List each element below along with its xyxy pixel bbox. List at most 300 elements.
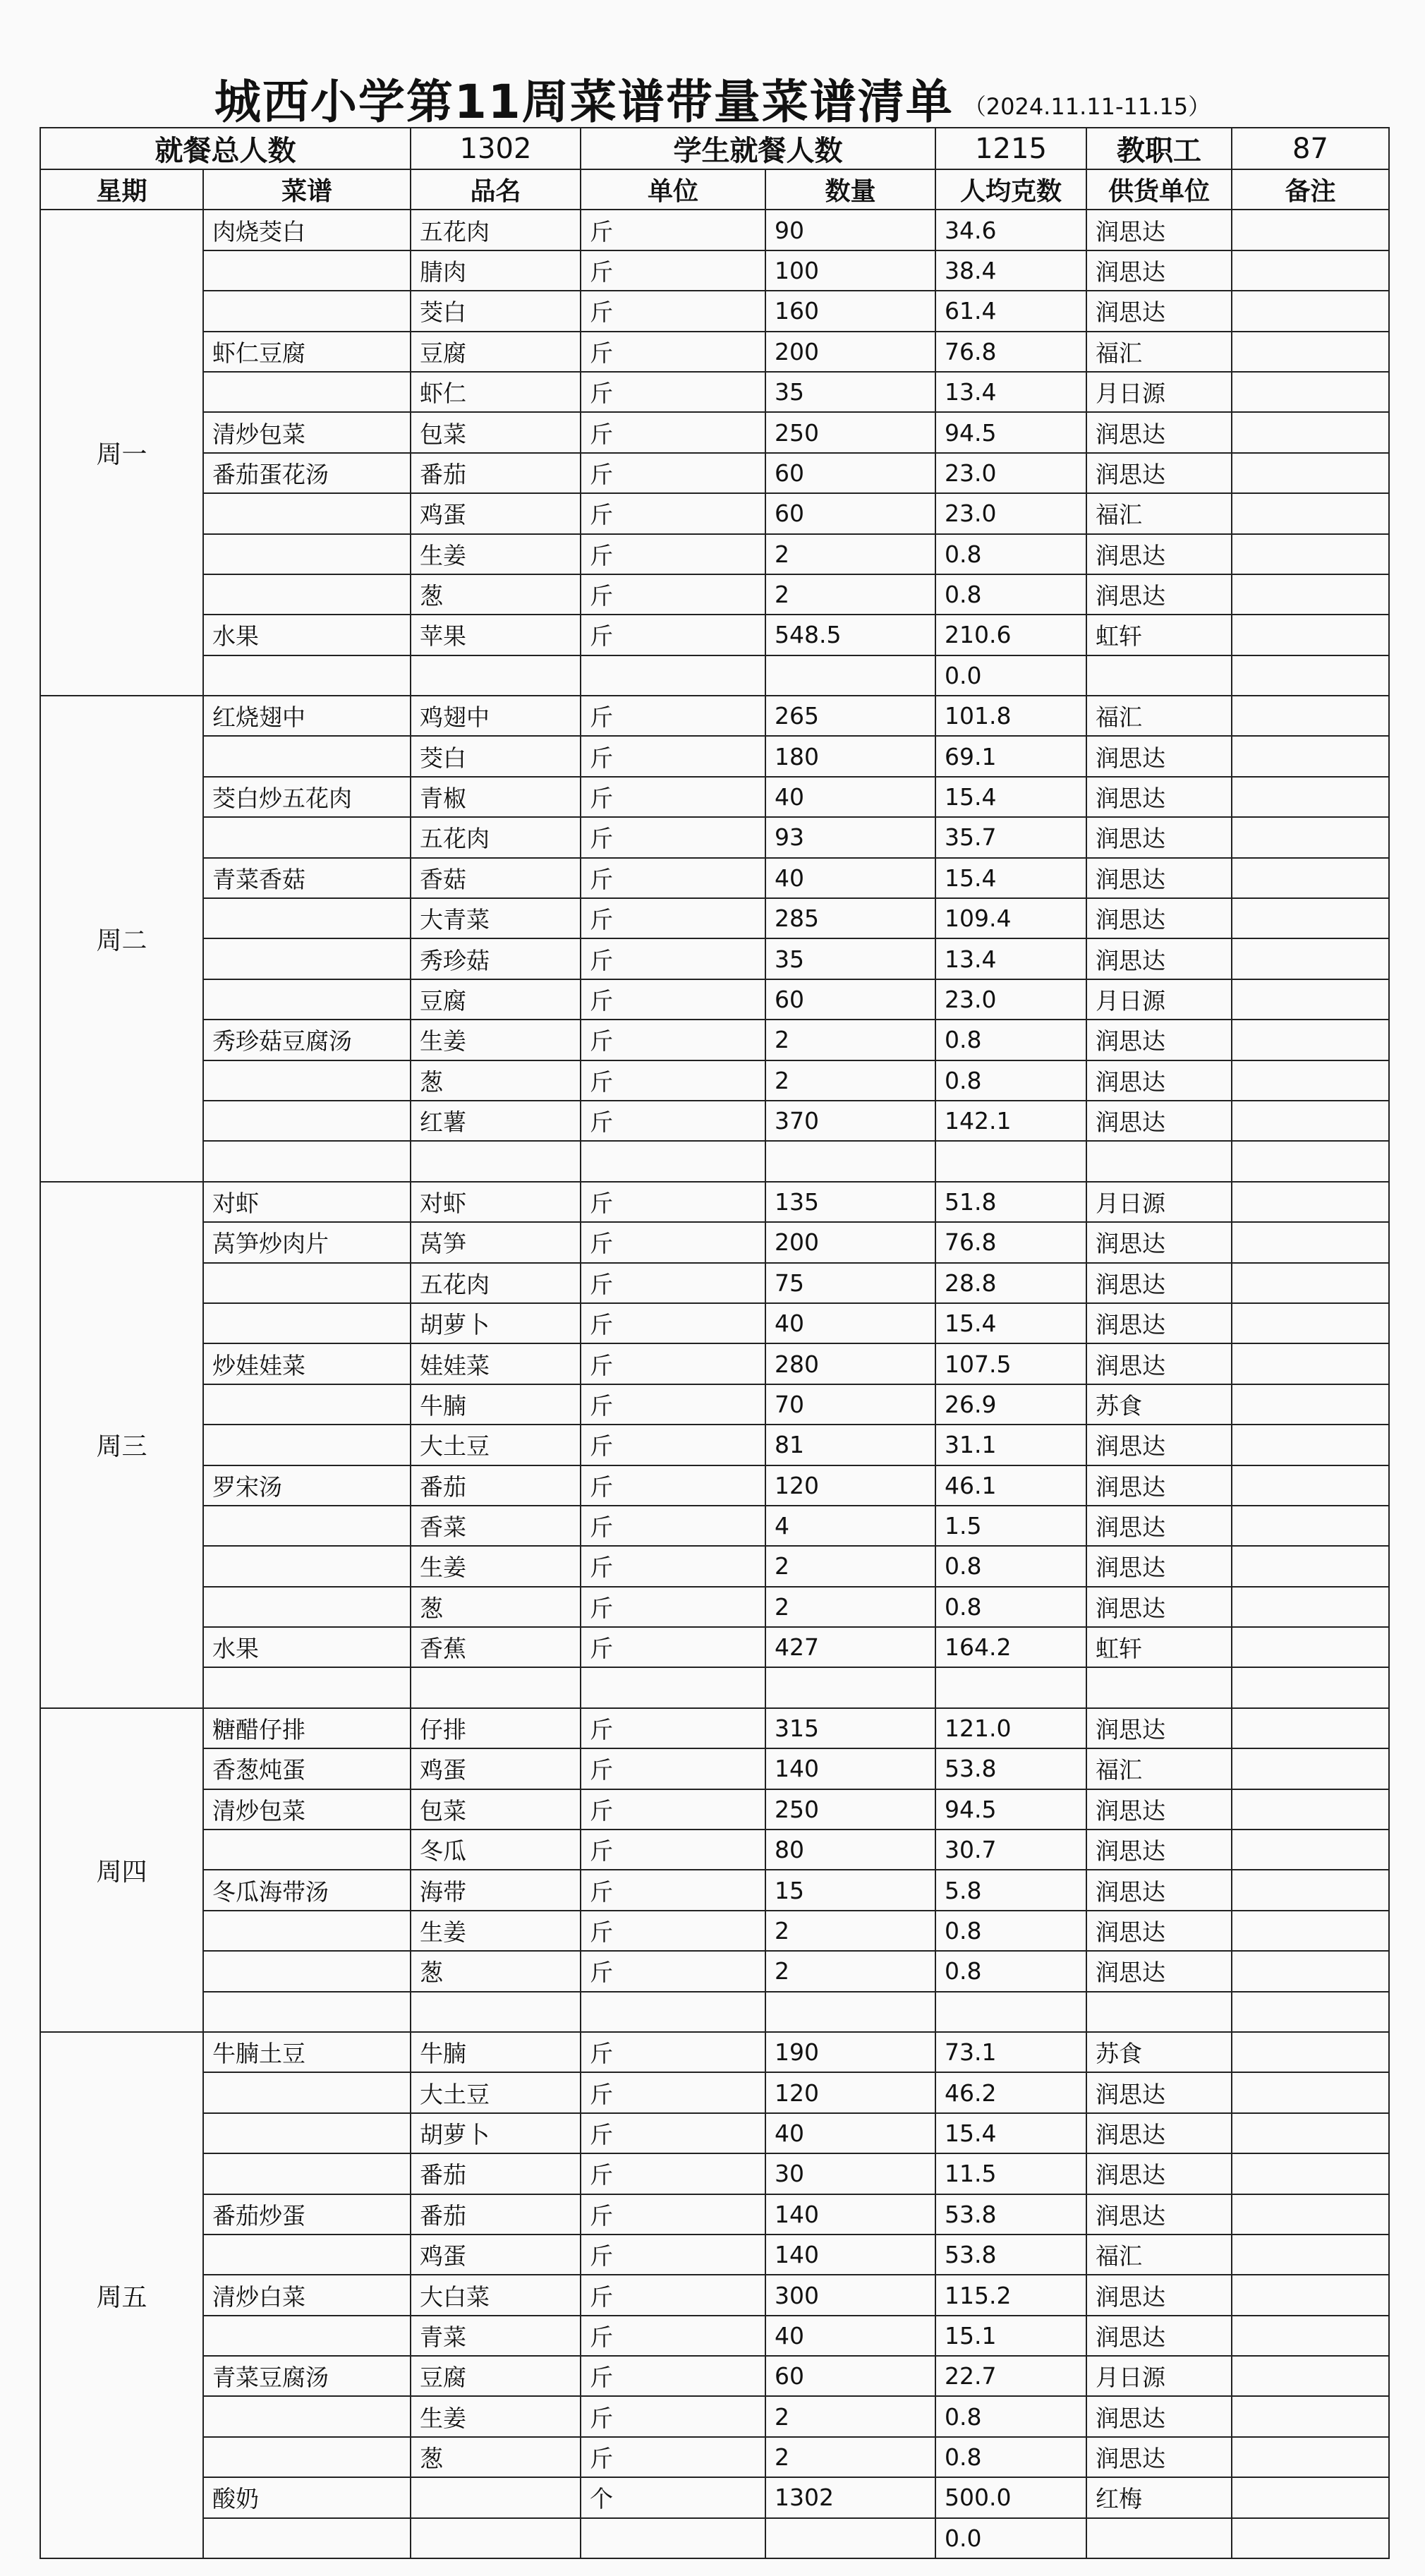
item-cell: 五花肉: [411, 1263, 581, 1303]
unit-cell: 斤: [581, 412, 765, 452]
dish-cell: 清炒白菜: [203, 2275, 411, 2315]
unit-cell: 斤: [581, 979, 765, 1020]
unit-cell: 斤: [581, 736, 765, 776]
item-cell: 牛腩: [411, 2032, 581, 2072]
grams-per-person-cell: 1.5: [935, 1506, 1086, 1546]
dish-cell: [203, 1263, 411, 1303]
table-row: [40, 736, 1389, 776]
item-cell: 鸡蛋: [411, 493, 581, 533]
unit-cell: [581, 1141, 765, 1181]
unit-cell: 斤: [581, 2316, 765, 2356]
table-row: [40, 412, 1389, 452]
quantity-cell: 90: [765, 210, 935, 250]
quantity-cell: 15: [765, 1870, 935, 1910]
unit-cell: 斤: [581, 1546, 765, 1586]
table-row: [40, 2032, 1389, 2072]
notes-cell: [1232, 210, 1389, 250]
table-row: [40, 817, 1389, 857]
notes-cell: [1232, 858, 1389, 898]
table-row: [40, 1141, 1389, 1181]
grams-per-person-cell: 46.2: [935, 2072, 1086, 2112]
document-title: 城西小学第11周菜谱带量菜谱清单: [214, 75, 954, 129]
item-cell: 葱: [411, 1587, 581, 1627]
item-cell: 胡萝卜: [411, 2113, 581, 2153]
quantity-cell: 427: [765, 1627, 935, 1667]
table-row: [40, 332, 1389, 372]
table-row: [40, 1667, 1389, 1707]
notes-cell: [1232, 1546, 1389, 1586]
unit-cell: 斤: [581, 696, 765, 736]
weekday-cell: 周四: [40, 1708, 203, 2032]
dish-cell: [203, 1060, 411, 1101]
item-cell: 豆腐: [411, 332, 581, 372]
supplier-cell: 苏食: [1086, 2032, 1232, 2072]
quantity-cell: [765, 1141, 935, 1181]
unit-cell: [581, 1667, 765, 1707]
table-row: [40, 1303, 1389, 1343]
header-notes: 备注: [1232, 169, 1389, 210]
dish-cell: 茭白炒五花肉: [203, 777, 411, 817]
supplier-cell: 润思达: [1086, 817, 1232, 857]
supplier-cell: 苏食: [1086, 1384, 1232, 1425]
table-row: [40, 1020, 1389, 1060]
quantity-cell: [765, 1992, 935, 2032]
item-cell: 包菜: [411, 412, 581, 452]
supplier-cell: 润思达: [1086, 736, 1232, 776]
grams-per-person-cell: [935, 1667, 1086, 1707]
item-cell: 番茄: [411, 1465, 581, 1506]
grams-per-person-cell: 0.8: [935, 1060, 1086, 1101]
dish-cell: [203, 372, 411, 412]
quantity-cell: 200: [765, 1222, 935, 1262]
item-cell: 大青菜: [411, 898, 581, 938]
supplier-cell: [1086, 1992, 1232, 2032]
item-cell: 生姜: [411, 534, 581, 574]
grams-per-person-cell: 0.8: [935, 2396, 1086, 2436]
item-cell: 胡萝卜: [411, 1303, 581, 1343]
supplier-cell: 润思达: [1086, 2194, 1232, 2235]
supplier-cell: 润思达: [1086, 1465, 1232, 1506]
grams-per-person-cell: 0.8: [935, 1546, 1086, 1586]
quantity-cell: [765, 1667, 935, 1707]
notes-cell: [1232, 979, 1389, 1020]
supplier-cell: 润思达: [1086, 1911, 1232, 1951]
quantity-cell: 35: [765, 372, 935, 412]
supplier-cell: 润思达: [1086, 210, 1232, 250]
grams-per-person-cell: 28.8: [935, 1263, 1086, 1303]
table-row: [40, 898, 1389, 938]
notes-cell: [1232, 372, 1389, 412]
notes-cell: [1232, 453, 1389, 493]
unit-cell: 斤: [581, 2275, 765, 2315]
header-item: 品名: [411, 169, 581, 210]
dish-cell: [203, 1384, 411, 1425]
notes-cell: [1232, 2437, 1389, 2477]
supplier-cell: 润思达: [1086, 1222, 1232, 1262]
notes-cell: [1232, 655, 1389, 696]
grams-per-person-cell: 210.6: [935, 615, 1086, 655]
grams-per-person-cell: 76.8: [935, 332, 1086, 372]
notes-cell: [1232, 412, 1389, 452]
quantity-cell: 200: [765, 332, 935, 372]
unit-cell: 斤: [581, 372, 765, 412]
notes-cell: [1232, 2396, 1389, 2436]
item-cell: 腈肉: [411, 250, 581, 291]
quantity-cell: 2: [765, 2437, 935, 2477]
quantity-cell: 1302: [765, 2477, 935, 2517]
grams-per-person-cell: 0.8: [935, 1020, 1086, 1060]
dish-cell: [203, 938, 411, 979]
dish-cell: 水果: [203, 615, 411, 655]
quantity-cell: 80: [765, 1830, 935, 1870]
unit-cell: 斤: [581, 1627, 765, 1667]
item-cell: 豆腐: [411, 979, 581, 1020]
grams-per-person-cell: [935, 1992, 1086, 2032]
unit-cell: 斤: [581, 1263, 765, 1303]
supplier-cell: [1086, 1141, 1232, 1181]
table-row: [40, 1101, 1389, 1141]
notes-cell: [1232, 1627, 1389, 1667]
supplier-cell: 润思达: [1086, 777, 1232, 817]
item-cell: 豆腐: [411, 2356, 581, 2396]
unit-cell: 斤: [581, 2153, 765, 2194]
supplier-cell: 润思达: [1086, 250, 1232, 291]
item-cell: 苹果: [411, 615, 581, 655]
supplier-cell: 润思达: [1086, 1263, 1232, 1303]
dish-cell: [203, 2153, 411, 2194]
grams-per-person-cell: 13.4: [935, 372, 1086, 412]
table-row: [40, 1830, 1389, 1870]
quantity-cell: 35: [765, 938, 935, 979]
notes-cell: [1232, 1870, 1389, 1910]
header-quantity: 数量: [765, 169, 935, 210]
table-row: [40, 1465, 1389, 1506]
unit-cell: 斤: [581, 1343, 765, 1384]
dish-cell: 糖醋仔排: [203, 1708, 411, 1748]
dish-cell: [203, 1546, 411, 1586]
unit-cell: 斤: [581, 210, 765, 250]
notes-cell: [1232, 2356, 1389, 2396]
dish-cell: [203, 2396, 411, 2436]
quantity-cell: 40: [765, 1303, 935, 1343]
quantity-cell: 140: [765, 2235, 935, 2275]
table-row: [40, 1546, 1389, 1586]
item-cell: 鸡蛋: [411, 2235, 581, 2275]
item-cell: 生姜: [411, 1911, 581, 1951]
dish-cell: 牛腩土豆: [203, 2032, 411, 2072]
item-cell: 莴笋: [411, 1222, 581, 1262]
unit-cell: 斤: [581, 1465, 765, 1506]
notes-cell: [1232, 1748, 1389, 1789]
unit-cell: [581, 2518, 765, 2558]
unit-cell: 斤: [581, 1708, 765, 1748]
supplier-cell: 润思达: [1086, 1870, 1232, 1910]
total-diners-label: 就餐总人数: [40, 128, 411, 169]
unit-cell: 斤: [581, 1587, 765, 1627]
item-cell: 生姜: [411, 1546, 581, 1586]
item-cell: 茭白: [411, 291, 581, 331]
item-cell: 虾仁: [411, 372, 581, 412]
quantity-cell: 40: [765, 777, 935, 817]
weekday-cell: 周二: [40, 696, 203, 1182]
grams-per-person-cell: 0.8: [935, 2437, 1086, 2477]
table-row: [40, 1384, 1389, 1425]
dish-cell: 罗宋汤: [203, 1465, 411, 1506]
quantity-cell: 315: [765, 1708, 935, 1748]
grams-per-person-cell: 121.0: [935, 1708, 1086, 1748]
table-row: [40, 453, 1389, 493]
dish-cell: [203, 1425, 411, 1465]
quantity-cell: 548.5: [765, 615, 935, 655]
table-row: [40, 1060, 1389, 1101]
table-row: [40, 1263, 1389, 1303]
item-cell: 大白菜: [411, 2275, 581, 2315]
unit-cell: 斤: [581, 2113, 765, 2153]
supplier-cell: 润思达: [1086, 1789, 1232, 1830]
table-row: [40, 2113, 1389, 2153]
supplier-cell: 润思达: [1086, 858, 1232, 898]
quantity-cell: 2: [765, 2396, 935, 2436]
unit-cell: 斤: [581, 1748, 765, 1789]
supplier-cell: 润思达: [1086, 898, 1232, 938]
item-cell: 香蕉: [411, 1627, 581, 1667]
supplier-cell: 红梅: [1086, 2477, 1232, 2517]
table-row: [40, 372, 1389, 412]
weekday-cell: 周一: [40, 210, 203, 696]
item-cell: 秀珍菇: [411, 938, 581, 979]
supplier-cell: 润思达: [1086, 2396, 1232, 2436]
unit-cell: 斤: [581, 1870, 765, 1910]
notes-cell: [1232, 1506, 1389, 1546]
dish-cell: 青菜香菇: [203, 858, 411, 898]
grams-per-person-cell: 38.4: [935, 250, 1086, 291]
supplier-cell: 润思达: [1086, 2275, 1232, 2315]
table-row: [40, 1789, 1389, 1830]
table-row: [40, 1748, 1389, 1789]
unit-cell: 斤: [581, 777, 765, 817]
item-cell: 仔排: [411, 1708, 581, 1748]
dish-cell: [203, 1506, 411, 1546]
supplier-cell: 月日源: [1086, 1182, 1232, 1222]
table-row: [40, 1343, 1389, 1384]
dish-cell: [203, 2072, 411, 2112]
dish-cell: 虾仁豆腐: [203, 332, 411, 372]
supplier-cell: 月日源: [1086, 979, 1232, 1020]
quantity-cell: 120: [765, 2072, 935, 2112]
supplier-cell: 润思达: [1086, 1708, 1232, 1748]
supplier-cell: [1086, 2518, 1232, 2558]
quantity-cell: 100: [765, 250, 935, 291]
notes-cell: [1232, 2518, 1389, 2558]
notes-cell: [1232, 1465, 1389, 1506]
supplier-cell: 润思达: [1086, 412, 1232, 452]
dish-cell: [203, 250, 411, 291]
grams-per-person-cell: 30.7: [935, 1830, 1086, 1870]
item-cell: 香菜: [411, 1506, 581, 1546]
item-cell: 娃娃菜: [411, 1343, 581, 1384]
grams-per-person-cell: [935, 1141, 1086, 1181]
table-row: [40, 2356, 1389, 2396]
item-cell: 包菜: [411, 1789, 581, 1830]
quantity-cell: 140: [765, 1748, 935, 1789]
quantity-cell: 280: [765, 1343, 935, 1384]
notes-cell: [1232, 2153, 1389, 2194]
supplier-cell: 润思达: [1086, 291, 1232, 331]
notes-cell: [1232, 1182, 1389, 1222]
notes-cell: [1232, 534, 1389, 574]
quantity-cell: 40: [765, 858, 935, 898]
supplier-cell: 虹轩: [1086, 615, 1232, 655]
notes-cell: [1232, 898, 1389, 938]
table-row: [40, 615, 1389, 655]
notes-cell: [1232, 2477, 1389, 2517]
header-supplier: 供货单位: [1086, 169, 1232, 210]
table-row: [40, 534, 1389, 574]
quantity-cell: 2: [765, 1546, 935, 1586]
dish-cell: [203, 1101, 411, 1141]
unit-cell: 个: [581, 2477, 765, 2517]
dish-cell: [203, 291, 411, 331]
table-row: [40, 2275, 1389, 2315]
supplier-cell: 福汇: [1086, 493, 1232, 533]
grams-per-person-cell: 46.1: [935, 1465, 1086, 1506]
quantity-cell: 93: [765, 817, 935, 857]
header-row: [40, 169, 1389, 210]
grams-per-person-cell: 109.4: [935, 898, 1086, 938]
item-cell: [411, 1992, 581, 2032]
table-row: [40, 493, 1389, 533]
table-row: [40, 1425, 1389, 1465]
student-diners-label: 学生就餐人数: [581, 128, 935, 169]
dish-cell: [203, 493, 411, 533]
item-cell: [411, 655, 581, 696]
grams-per-person-cell: 15.1: [935, 2316, 1086, 2356]
grams-per-person-cell: 115.2: [935, 2275, 1086, 2315]
item-cell: [411, 1141, 581, 1181]
grams-per-person-cell: 0.8: [935, 534, 1086, 574]
supplier-cell: 福汇: [1086, 332, 1232, 372]
quantity-cell: 75: [765, 1263, 935, 1303]
grams-per-person-cell: 142.1: [935, 1101, 1086, 1141]
item-cell: 葱: [411, 1951, 581, 1991]
notes-cell: [1232, 1060, 1389, 1101]
notes-cell: [1232, 1951, 1389, 1991]
weekday-cell: 周三: [40, 1182, 203, 1708]
notes-cell: [1232, 2032, 1389, 2072]
header-unit: 单位: [581, 169, 765, 210]
table-row: [40, 2518, 1389, 2558]
dish-cell: 冬瓜海带汤: [203, 1870, 411, 1910]
quantity-cell: [765, 2518, 935, 2558]
table-row: [40, 2316, 1389, 2356]
table-row: [40, 1627, 1389, 1667]
grams-per-person-cell: 94.5: [935, 412, 1086, 452]
supplier-cell: 月日源: [1086, 2356, 1232, 2396]
unit-cell: 斤: [581, 817, 765, 857]
supplier-cell: 福汇: [1086, 2235, 1232, 2275]
grams-per-person-cell: 15.4: [935, 2113, 1086, 2153]
staff-label: 教职工: [1086, 128, 1232, 169]
supplier-cell: 润思达: [1086, 938, 1232, 979]
quantity-cell: 60: [765, 2356, 935, 2396]
grams-per-person-cell: 94.5: [935, 1789, 1086, 1830]
table-row: [40, 2153, 1389, 2194]
supplier-cell: 润思达: [1086, 1830, 1232, 1870]
item-cell: 番茄: [411, 2153, 581, 2194]
supplier-cell: 润思达: [1086, 1303, 1232, 1343]
grams-per-person-cell: 0.0: [935, 655, 1086, 696]
table-row: [40, 1506, 1389, 1546]
unit-cell: 斤: [581, 1020, 765, 1060]
dish-cell: 清炒包菜: [203, 412, 411, 452]
quantity-cell: 40: [765, 2316, 935, 2356]
grams-per-person-cell: 13.4: [935, 938, 1086, 979]
dish-cell: 番茄蛋花汤: [203, 453, 411, 493]
item-cell: 海带: [411, 1870, 581, 1910]
supplier-cell: 润思达: [1086, 2113, 1232, 2153]
grams-per-person-cell: 35.7: [935, 817, 1086, 857]
item-cell: 大土豆: [411, 2072, 581, 2112]
grams-per-person-cell: 34.6: [935, 210, 1086, 250]
notes-cell: [1232, 1343, 1389, 1384]
unit-cell: 斤: [581, 1789, 765, 1830]
quantity-cell: 190: [765, 2032, 935, 2072]
notes-cell: [1232, 1222, 1389, 1262]
dish-cell: [203, 1667, 411, 1707]
quantity-cell: 370: [765, 1101, 935, 1141]
item-cell: 鸡蛋: [411, 1748, 581, 1789]
item-cell: 鸡翅中: [411, 696, 581, 736]
supplier-cell: 润思达: [1086, 1101, 1232, 1141]
unit-cell: 斤: [581, 332, 765, 372]
notes-cell: [1232, 2235, 1389, 2275]
dish-cell: 酸奶: [203, 2477, 411, 2517]
item-cell: 冬瓜: [411, 1830, 581, 1870]
dish-cell: 炒娃娃菜: [203, 1343, 411, 1384]
item-cell: 五花肉: [411, 210, 581, 250]
item-cell: 葱: [411, 574, 581, 615]
table-row: [40, 291, 1389, 331]
supplier-cell: 润思达: [1086, 1020, 1232, 1060]
notes-cell: [1232, 1141, 1389, 1181]
notes-cell: [1232, 2275, 1389, 2315]
supplier-cell: 润思达: [1086, 574, 1232, 615]
notes-cell: [1232, 1789, 1389, 1830]
quantity-cell: 60: [765, 979, 935, 1020]
quantity-cell: 2: [765, 534, 935, 574]
quantity-cell: 2: [765, 1951, 935, 1991]
grams-per-person-cell: 0.8: [935, 1911, 1086, 1951]
quantity-cell: 160: [765, 291, 935, 331]
dish-cell: 香葱炖蛋: [203, 1748, 411, 1789]
dish-cell: [203, 655, 411, 696]
item-cell: [411, 2518, 581, 2558]
supplier-cell: 润思达: [1086, 453, 1232, 493]
table-row: [40, 574, 1389, 615]
quantity-cell: 30: [765, 2153, 935, 2194]
table-row: [40, 1222, 1389, 1262]
notes-cell: [1232, 1992, 1389, 2032]
unit-cell: 斤: [581, 898, 765, 938]
unit-cell: [581, 655, 765, 696]
unit-cell: 斤: [581, 1182, 765, 1222]
item-cell: 青椒: [411, 777, 581, 817]
item-cell: 五花肉: [411, 817, 581, 857]
unit-cell: 斤: [581, 1911, 765, 1951]
quantity-cell: [765, 655, 935, 696]
item-cell: 大土豆: [411, 1425, 581, 1465]
dish-cell: 肉烧茭白: [203, 210, 411, 250]
